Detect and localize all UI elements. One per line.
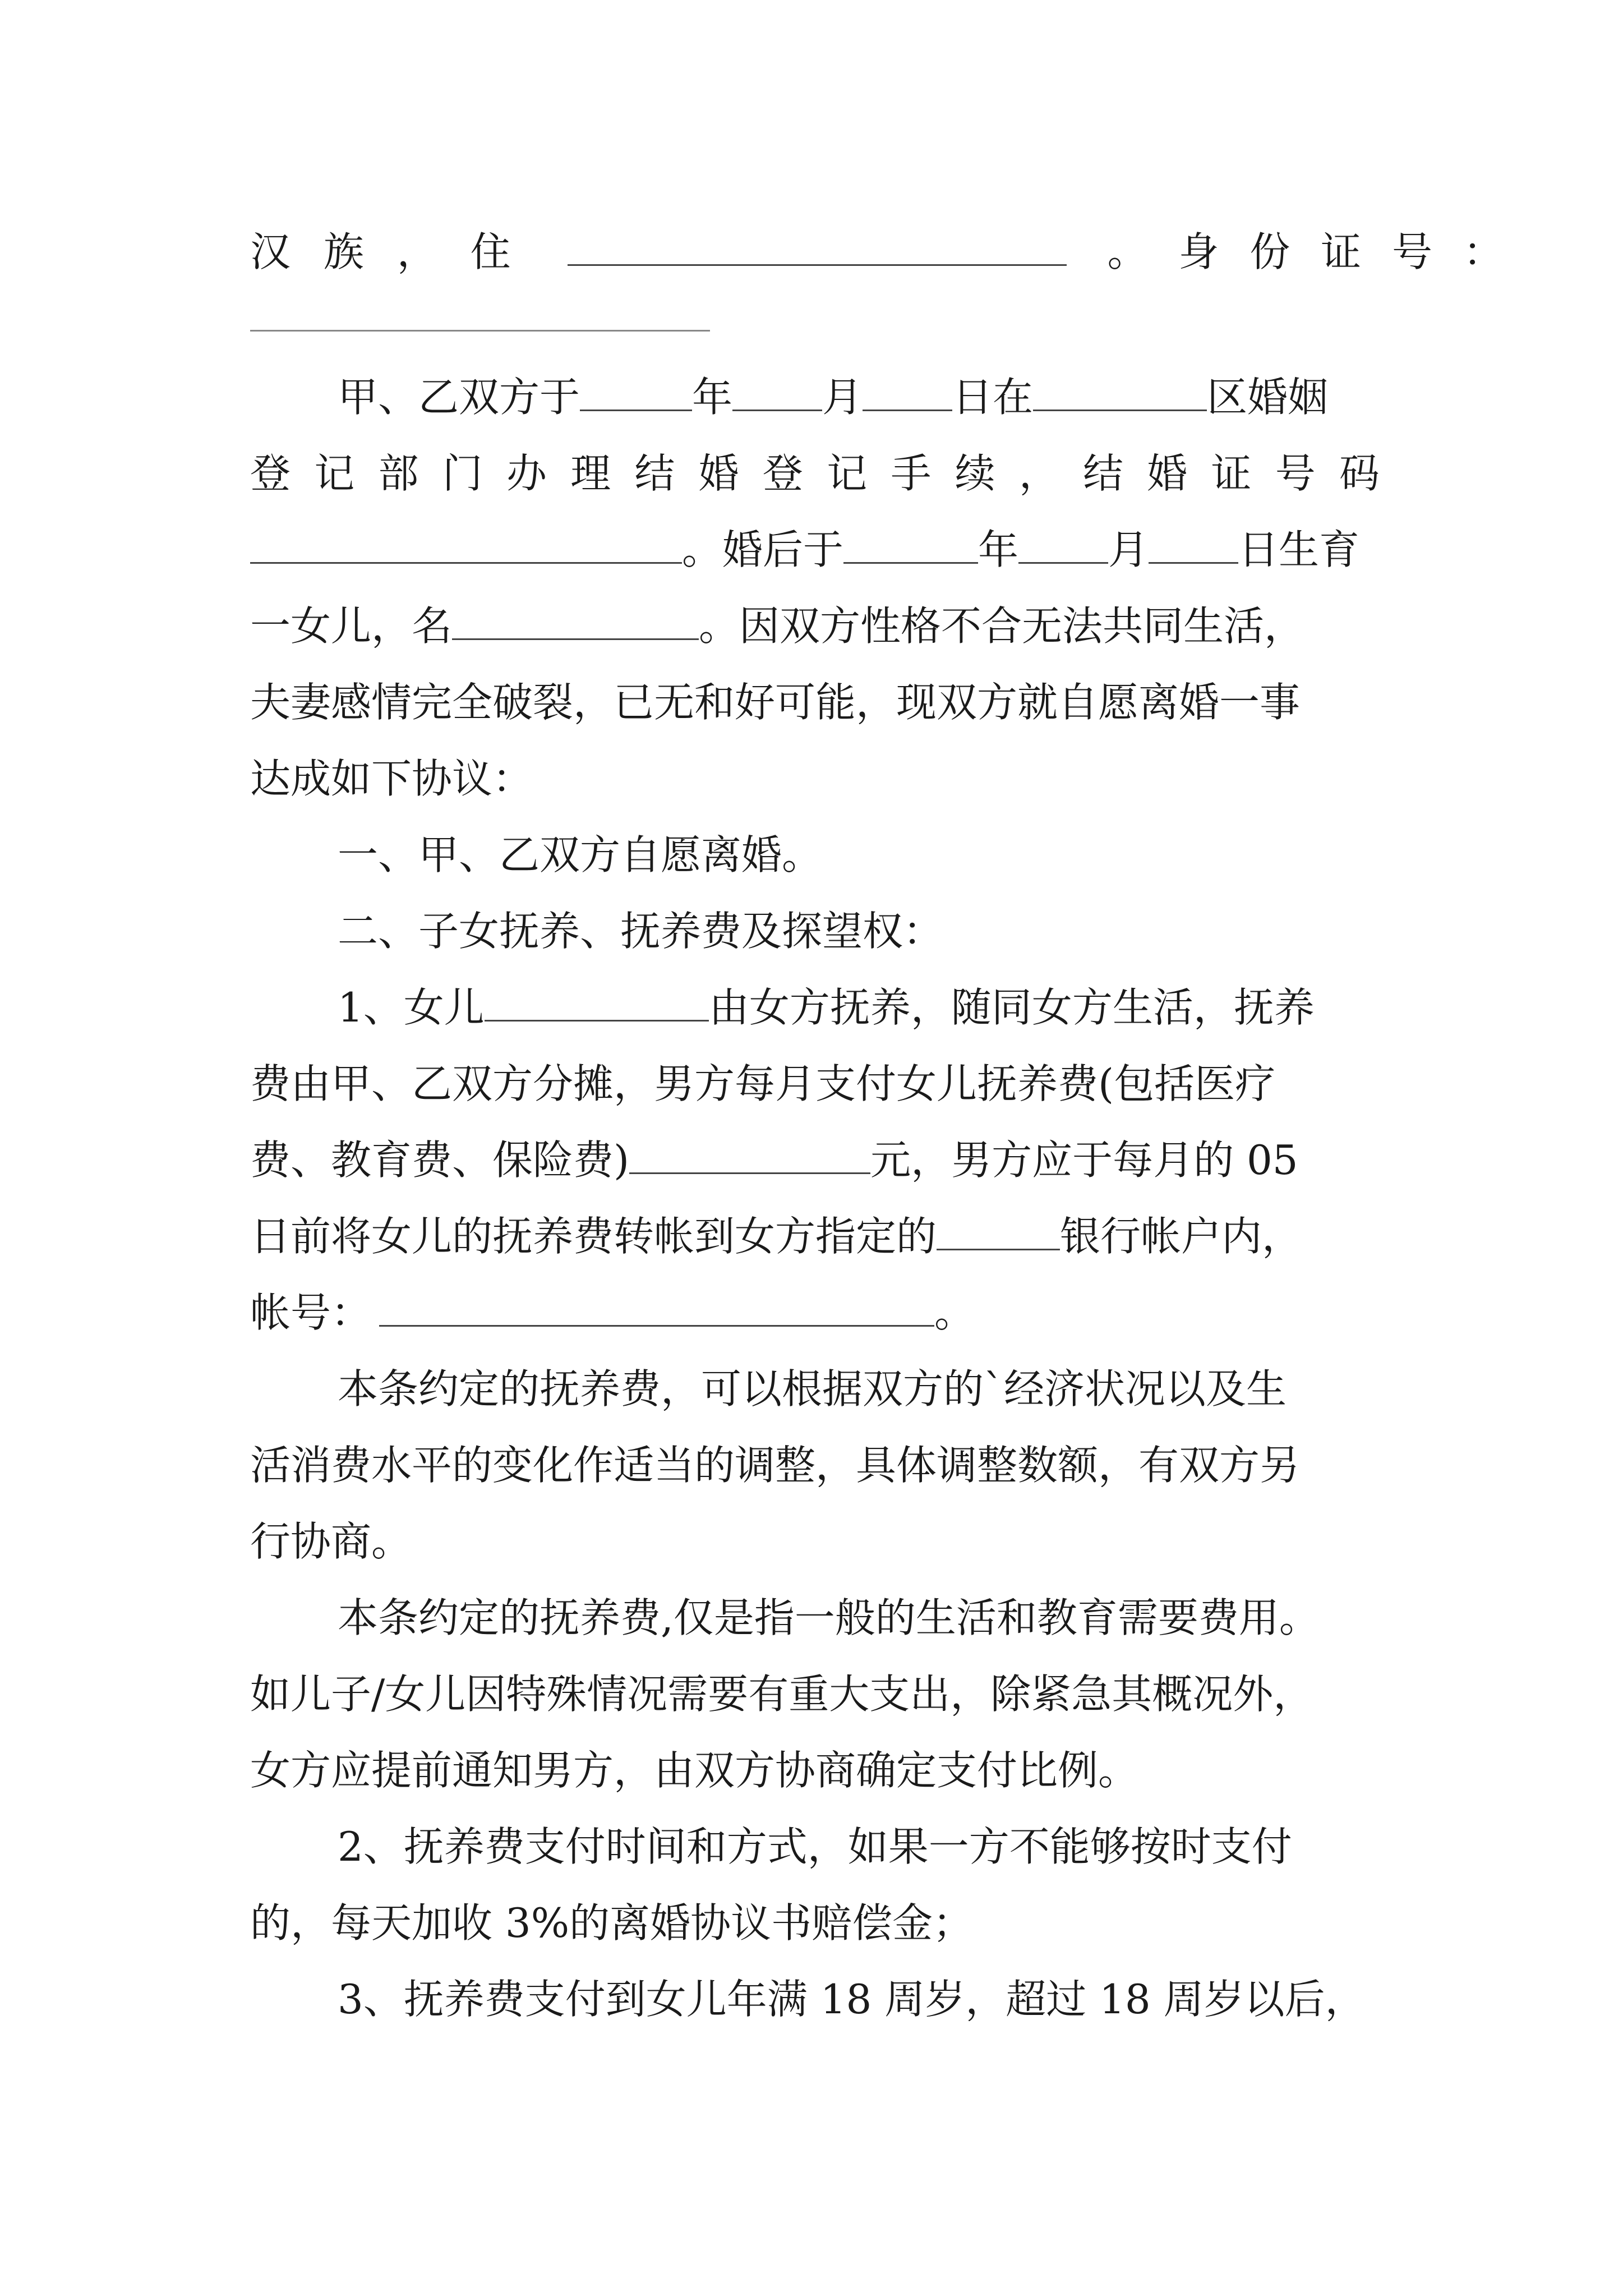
text-line [250,1961,1383,2037]
blank-marriage-cert [250,528,682,564]
text-segment: 日生育 [1238,526,1360,573]
blank-bank [937,1215,1060,1250]
text-line [250,296,1383,359]
text-segment: 本条约定的抚养费，可以根据双方的`经济状况以及生 [338,1365,1287,1412]
text-segment: 本条约定的抚养费,仅是指一般的生活和教育需要费用。 [338,1594,1320,1641]
text-segment: 月 [822,374,863,421]
text-segment: 日前将女儿的抚养费转帐到女方指定的 [250,1213,937,1260]
text-segment: 1、女儿 [338,984,485,1031]
text-segment: 帐号： [250,1289,372,1336]
text-segment: 年 [978,526,1019,573]
text-line [250,893,1383,969]
text-line [250,512,1383,588]
text-line [250,1732,1383,1809]
text-segment: 2、抚养费支付时间和方式，如果一方不能够按时支付 [338,1823,1292,1870]
text-line [250,1580,1383,1656]
blank-year [843,528,978,564]
blank-daughter-name [485,986,709,1022]
blank-account-number [379,1291,934,1327]
blank-support-amount [629,1139,870,1174]
text-line [250,1274,1383,1351]
text-line [250,1046,1383,1122]
text-segment: 二、子女抚养、抚养费及探望权： [338,908,944,955]
text-segment: 夫妻感情完全破裂，已无和好可能，现双方就自愿离婚一事 [250,679,1301,726]
text-line [250,359,1383,435]
text-segment: 由女方抚养，随同女方生活，抚养 [708,984,1315,1031]
text-segment: 如儿子/女儿因特殊情况需要有重大支出，除紧急其概况外， [250,1671,1314,1718]
blank-id-number [250,330,710,332]
text-line [250,1503,1383,1580]
text-line [250,588,1383,664]
blank-month [732,376,822,411]
text-line [250,1885,1383,1961]
text-segment: 费、教育费、保险费) [250,1137,630,1184]
text-segment: 甲、乙双方于 [338,374,580,421]
text-line [250,664,1383,740]
text-segment: 登 记 部 门 办 理 结 婚 登 记 手 续 ， 结 婚 证 号 码 [250,450,1383,497]
blank-day [1149,528,1238,564]
text-segment: 。 [934,1289,975,1336]
blank-residence [568,231,1067,266]
text-line [250,1198,1383,1274]
text-segment: 银行帐户内， [1060,1213,1303,1260]
text-segment: 行协商。 [250,1518,412,1565]
text-segment: 一女儿，名 [250,602,453,650]
text-segment: 日在 [952,374,1034,421]
text-segment: 。婚后于 [682,526,844,573]
blank-daughter-name [452,605,699,640]
text-segment: 元，男方应于每月的 05 [870,1137,1298,1184]
text-segment: 的，每天加收 3%的离婚协议书赔偿金； [250,1899,974,1947]
text-segment: 女方应提前通知男方，由双方协商确定支付比例。 [250,1747,1139,1794]
text-line [250,435,1383,512]
document-page [250,208,1513,2037]
text-line [250,1351,1383,1427]
text-line [250,817,1383,893]
text-line [250,1656,1383,1732]
blank-day [863,376,952,411]
text-line [250,1809,1383,1885]
text-line [250,969,1383,1046]
blank-year [580,376,692,411]
blank-month [1018,528,1108,564]
text-segment: 费由甲、乙双方分摊，男方每月支付女儿抚养费(包括医疗 [250,1060,1276,1107]
text-segment: 年 [692,374,733,421]
text-segment: 活消费水平的变化作适当的调整，具体调整数额，有双方另 [250,1442,1301,1489]
text-line [250,1122,1383,1198]
text-line [250,1427,1383,1503]
text-segment: 。 身 份 证 号 ： [1107,228,1513,275]
text-line [250,208,1513,296]
text-segment: 。因双方性格不合无法共同生活， [699,602,1305,650]
text-segment: 月 [1108,526,1149,573]
blank-district [1033,376,1207,411]
text-segment: 汉 族 ， 住 [250,228,521,275]
text-segment: 一、甲、乙双方自愿离婚。 [338,831,823,878]
text-segment: 3、抚养费支付到女儿年满 18 周岁，超过 18 周岁以后， [338,1976,1366,2023]
text-line [250,740,1383,817]
text-segment: 达成如下协议： [250,755,533,802]
text-segment: 区婚姻 [1207,374,1329,421]
